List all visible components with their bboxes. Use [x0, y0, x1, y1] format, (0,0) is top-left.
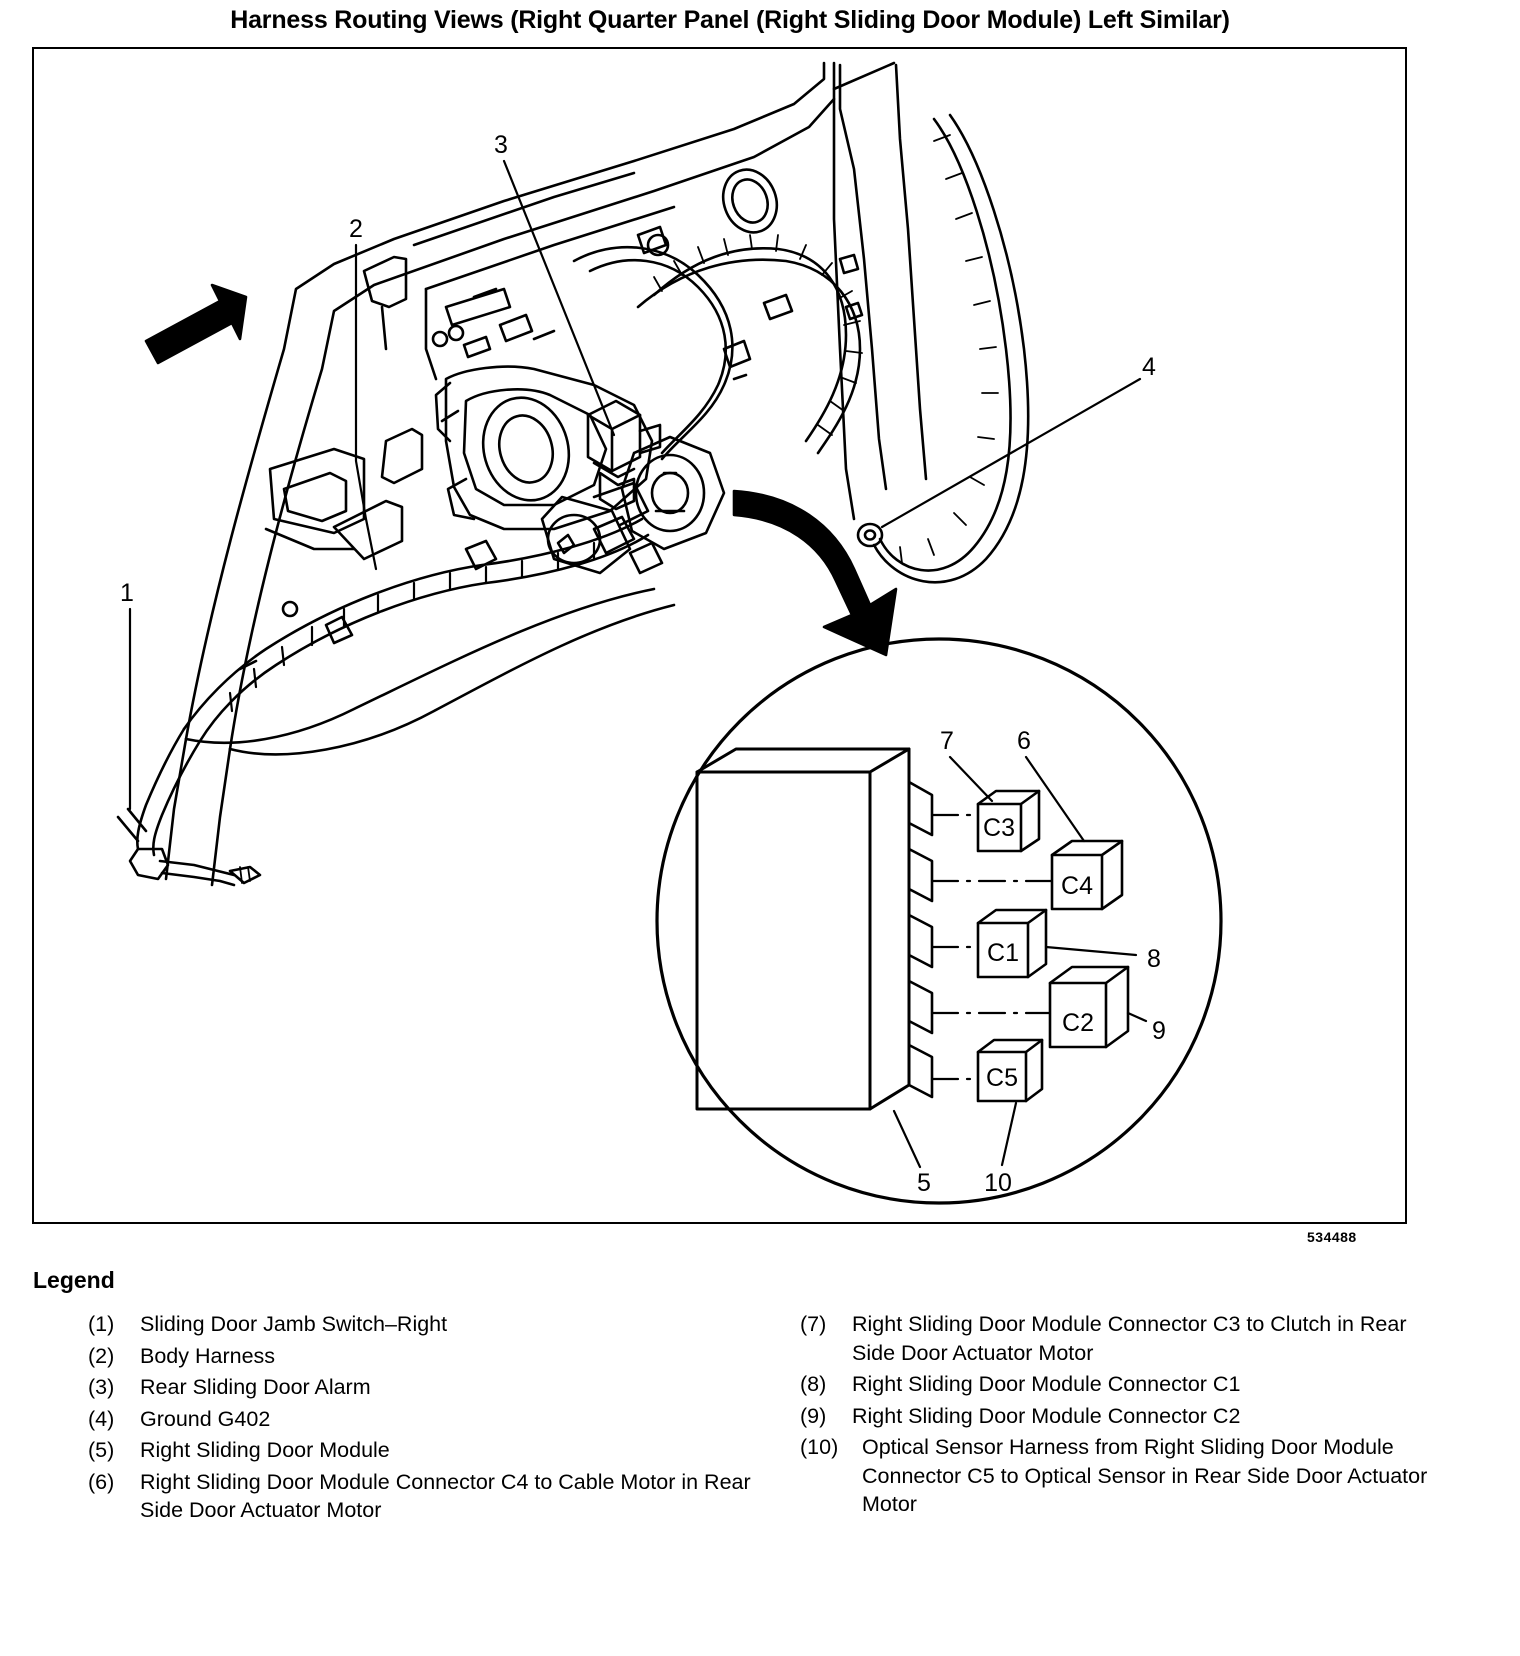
- legend-label: Ground G402: [140, 1406, 271, 1431]
- callout-1: 1: [120, 579, 134, 607]
- legend-number: (7): [800, 1312, 827, 1336]
- callout-3: 3: [494, 131, 508, 159]
- callout-10: 10: [984, 1169, 1012, 1197]
- legend-number: (2): [88, 1343, 115, 1368]
- legend-item: [800, 1370, 1440, 1399]
- legend-item: [88, 1310, 768, 1339]
- callout-6: 6: [1017, 727, 1031, 755]
- page-title: Harness Routing Views (Right Quarter Panel (Right Sliding Door Module) Left Similar): [230, 6, 1230, 34]
- connector-label-c4: C4: [1061, 872, 1093, 900]
- legend-label: Right Sliding Door Module Connector C4 to Cable Motor in Rear Side Door Actuator Motor: [140, 1469, 751, 1522]
- legend-item: [800, 1310, 1440, 1367]
- harness-routing-illustration: [34, 49, 1405, 1222]
- legend-heading: Legend: [33, 1267, 115, 1293]
- legend-label: Right Sliding Door Module Connector C3 to Clutch in Rear Side Door Actuator Motor: [852, 1312, 1407, 1365]
- legend-number: (4): [88, 1406, 115, 1431]
- legend-number: (5): [88, 1438, 115, 1462]
- legend-number: (10): [800, 1435, 839, 1459]
- connector-label-c2: C2: [1062, 1009, 1094, 1037]
- legend-number: (1): [88, 1312, 115, 1336]
- legend-number: (6): [88, 1469, 115, 1494]
- callout-2: 2: [349, 215, 363, 243]
- callout-5: 5: [917, 1169, 931, 1197]
- legend-number: (9): [800, 1403, 827, 1428]
- legend-label: Body Harness: [140, 1343, 276, 1368]
- legend-label: Right Sliding Door Module Connector C2: [852, 1403, 1241, 1428]
- legend-number: (3): [88, 1375, 115, 1399]
- connector-label-c5: C5: [986, 1064, 1018, 1092]
- callout-4: 4: [1142, 353, 1156, 381]
- legend-number: (8): [800, 1372, 827, 1396]
- callout-9: 9: [1152, 1017, 1166, 1045]
- legend-label: Optical Sensor Harness from Right Sliding Door Module Connector C5 to Optical Sensor in Rear Side Door Actuator Motor: [862, 1435, 1428, 1516]
- callout-8: 8: [1147, 945, 1161, 973]
- legend-label: Right Sliding Door Module: [140, 1438, 390, 1462]
- callout-7: 7: [940, 727, 954, 755]
- legend-item: [88, 1342, 768, 1371]
- legend-column-right: [800, 1310, 1440, 1522]
- legend-item: [88, 1373, 768, 1402]
- legend-column-left: [88, 1310, 768, 1528]
- legend-label: Sliding Door Jamb Switch–Right: [140, 1312, 448, 1336]
- figure-id: 534488: [1307, 1229, 1357, 1245]
- legend-item: [88, 1436, 768, 1465]
- legend-item: [800, 1402, 1440, 1431]
- connector-label-c3: C3: [983, 814, 1015, 842]
- legend-label: Right Sliding Door Module Connector C1: [852, 1372, 1241, 1396]
- legend-item: [800, 1433, 1440, 1519]
- legend-item: [88, 1405, 768, 1434]
- legend-label: Rear Sliding Door Alarm: [140, 1375, 371, 1399]
- legend-item: [88, 1468, 768, 1525]
- figure-frame: [32, 47, 1407, 1224]
- connector-label-c1: C1: [987, 939, 1019, 967]
